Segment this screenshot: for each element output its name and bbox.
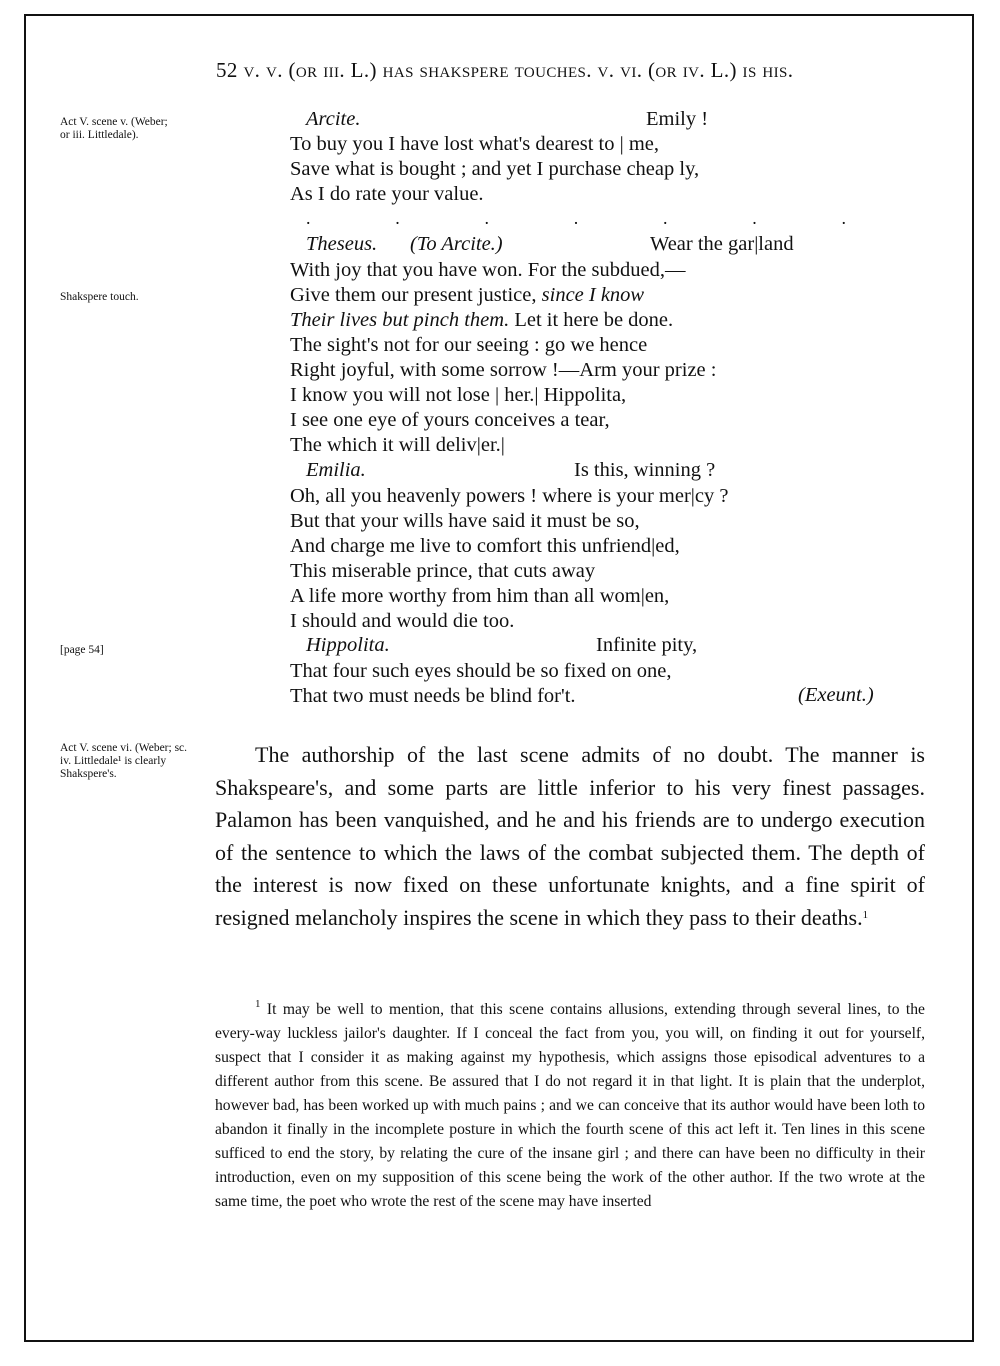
verse-line: I should and would die too.: [290, 610, 515, 632]
prose-paragraph: [215, 739, 925, 934]
footnote-mark: 1: [255, 998, 261, 1010]
verse-text: Give them our present justice,: [290, 284, 542, 306]
speaker-theseus: Theseus.: [306, 233, 378, 255]
verse-line: That four such eyes should be so fixed on one,: [290, 660, 672, 682]
speaker-hippolita: Hippolita.: [306, 634, 390, 656]
verse-text: Let it here be done.: [509, 309, 674, 331]
verse-line: The which it will deliv|er.|: [290, 434, 505, 456]
footnote-ref: 1: [862, 908, 869, 921]
cue-theseus: Wear the gar|land: [650, 233, 794, 255]
stage-direction: (To Arcite.): [410, 233, 503, 255]
prose-text: The authorship of the last scene admits of no doubt. The manner is Shakspeare's, and some parts are little inferior to his very finest passages. Palamon has been vanquished, and he and his friends are to undergo execution of the sentence to which the laws of the combat subjected them. The depth of the interest is now fixed on these unfortunate knights, and a fine spirit of resigned melancholy inspires the scene in which they pass to their deaths.: [215, 742, 925, 930]
speaker-arcite: Arcite.: [306, 108, 361, 130]
running-header: 52 v. v. (or iii. L.) has shakspere touches. v. vi. (or iv. L.) is his.: [216, 58, 794, 82]
verse-line: But that your wills have said it must be so,: [290, 510, 640, 532]
verse-line-mixed: [290, 308, 673, 333]
speaker-emilia: Emilia.: [306, 459, 366, 481]
cue-emilia: Is this, winning ?: [574, 459, 716, 481]
stage-direction-exeunt: (Exeunt.): [798, 684, 874, 706]
verse-line: This miserable prince, that cuts away: [290, 560, 596, 582]
verse-line: As I do rate your value.: [290, 183, 484, 205]
footnote-text: It may be well to mention, that this scene contains allusions, extending through several lines, to the every-way luckless jailor's daughter. If I conceal the fact from you, you will, on finding it out for yourself, suspect that I consider it as making against my hypothesis, which assigns those episodical adventures to a different author from this scene. Be assured that I do not regard it in that light. It is plain that the underplot, however bad, has been worked up with much pains ; and we can conceive that its author would have been loth to abandon it finally in the incomplete posture in which the fourth scene of this act left it. Ten lines in this scene sufficed to end the story, by relating the cure of the insane girl ; and there can have been no difficulty in their introduction, even on my supposition of this scene being the work of the other author. If the two wrote at the same time, the poet who wrote the rest of the scene may have inserted: [215, 1001, 925, 1210]
verse-line: Right joyful, with some sorrow !—Arm your prize :: [290, 359, 717, 381]
verse-line: Save what is bought ; and yet I purchase cheap ly,: [290, 158, 700, 180]
verse-line: With joy that you have won. For the subdued,—: [290, 259, 686, 281]
verse-line: I know you will not lose | her.| Hippolita,: [290, 384, 627, 406]
margin-note-act5-scene6: Act V. scene vi. (Weber; sc. iv. Littledale¹ is clearly Shakspere's.: [60, 742, 188, 780]
cue-hippolita: Infinite pity,: [596, 634, 698, 656]
ellipsis-dots: . . . . . . .: [306, 208, 846, 228]
margin-note-shakspere-touch: Shakspere touch.: [60, 291, 139, 303]
verse-line-mixed: [290, 283, 644, 308]
cue-arcite: Emily !: [646, 108, 709, 130]
margin-note-act5-scene5: Act V. scene v. (Weber; or iii. Littledale).: [60, 116, 168, 141]
verse-line: The sight's not for our seeing : go we hence: [290, 334, 648, 356]
verse-line: Oh, all you heavenly powers ! where is your mer|cy ?: [290, 485, 729, 507]
footnote: [215, 998, 925, 1214]
verse-line: To buy you I have lost what's dearest to | me,: [290, 133, 660, 155]
verse-italic-text: Their lives but pinch them.: [290, 309, 510, 331]
verse-line: I see one eye of yours conceives a tear,: [290, 409, 610, 431]
margin-note-page-54: [page 54]: [60, 644, 104, 656]
verse-line: That two must needs be blind for't.: [290, 685, 576, 707]
verse-line: And charge me live to comfort this unfriend|ed,: [290, 535, 680, 557]
verse-italic-text: since I know: [541, 284, 645, 306]
verse-line: A life more worthy from him than all wom|en,: [290, 585, 670, 607]
